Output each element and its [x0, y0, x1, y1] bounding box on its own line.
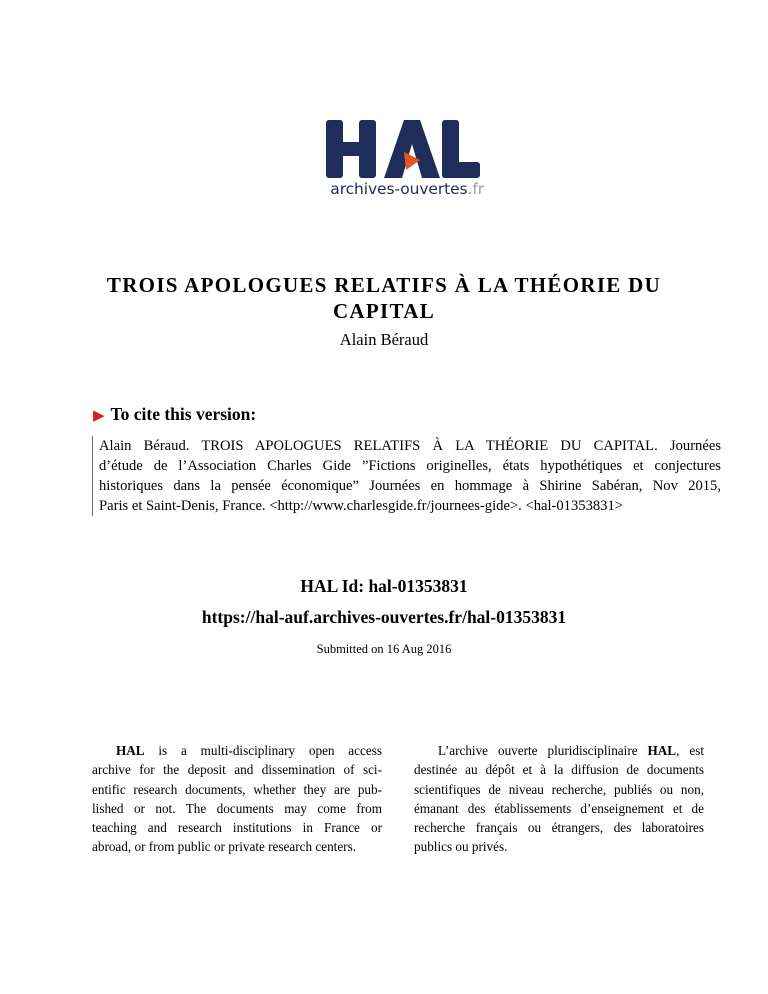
description-line: entific research documents, whether they are pub- — [92, 781, 382, 797]
description-line: publics ou privés. — [414, 839, 508, 855]
description-line: scientifiques de niveau recherche, publiés ou non, — [414, 781, 704, 797]
triangle-icon: ▶ — [93, 408, 105, 424]
hal-logo-tld: .fr — [467, 180, 484, 198]
title-line-1: TROIS APOLOGUES RELATIFS À LA THÉORIE DU — [106, 273, 662, 297]
description-line: émanant des établissements d’enseignement et de — [414, 800, 704, 816]
description-line: destinée au dépôt et à la diffusion de documents — [414, 762, 704, 778]
description-line: recherche français ou étrangers, des laboratoires — [414, 820, 704, 836]
description-line: HAL is a multi-disciplinary open access — [116, 743, 382, 758]
citation-line: d’étude de l’Association Charles Gide ”Fictions originelles, états hypothétiques et conjectures — [99, 458, 721, 474]
hal-id: HAL Id: hal-01353831 — [300, 576, 468, 596]
document-author: Alain Béraud — [339, 330, 429, 349]
english-description — [92, 741, 382, 857]
title-line-2: CAPITAL — [332, 299, 436, 323]
description-line: archive for the deposit and dissemination of sci- — [92, 762, 382, 778]
description-line: L’archive ouverte pluridisciplinaire HAL, est — [438, 743, 704, 758]
description-line: abroad, or from public or private research centers. — [92, 839, 356, 855]
french-description — [414, 741, 704, 857]
hal-logo-subtitle: archives-ouvertes.fr — [330, 180, 484, 198]
citation-line: Alain Béraud. TROIS APOLOGUES RELATIFS À LA THÉORIE DU CAPITAL. Journées — [99, 438, 721, 454]
description-line: lished or not. The documents may come from — [92, 800, 382, 816]
citation-line: historiques dans la pensée économique” Journées en hommage à Shirine Sabéran, Nov 2015, — [99, 478, 721, 494]
submitted-date: Submitted on 16 Aug 2016 — [316, 642, 452, 656]
hal-url[interactable]: https://hal-auf.archives-ouvertes.fr/hal-01353831 — [201, 607, 567, 627]
citation-line: Paris et Saint-Denis, France. <http://www.charlesgide.fr/journees-gide>. <hal-01353831> — [99, 498, 623, 514]
citation-box — [92, 436, 721, 516]
description-line: teaching and research institutions in France or — [92, 820, 382, 836]
hal-logo-mark — [322, 116, 484, 182]
document-title — [60, 272, 708, 324]
cite-heading: ▶ To cite this version: — [93, 404, 257, 424]
